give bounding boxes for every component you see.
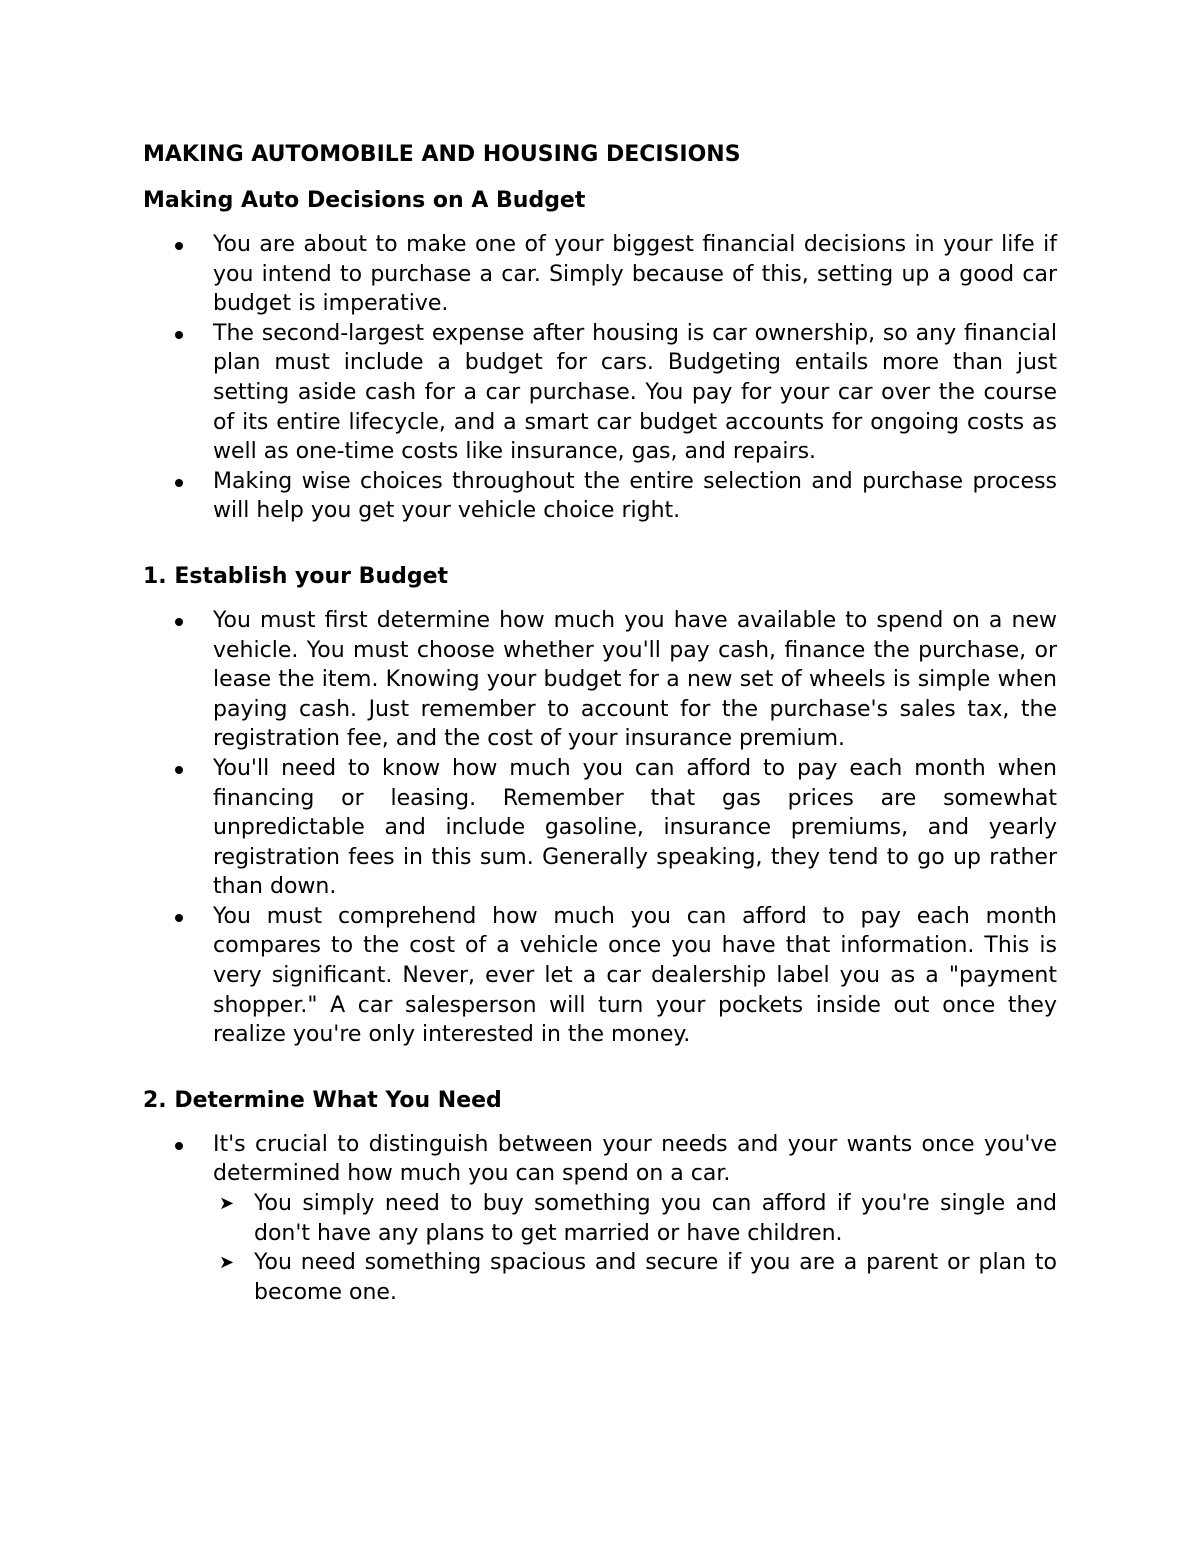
list-item <box>143 902 1057 1050</box>
list-item-text: Making wise choices throughout the entire selection and purchase process will help you get your vehicle choice right. <box>213 468 1057 524</box>
bullet-icon <box>175 331 183 339</box>
bullet-icon <box>175 914 183 922</box>
list-item <box>143 1130 1057 1308</box>
list-item <box>143 230 1057 319</box>
bullet-icon <box>175 766 183 774</box>
list-item-text: You must comprehend how much you can afford to pay each month compares to the cost of a vehicle once you have that information. This is very significant. Never, ever let a car dealership label you as a "payment shopper." A car salesperson will turn your pockets inside out once they realize you're only interested in the money. <box>213 903 1057 1048</box>
intro-bullet-list <box>143 230 1057 526</box>
section-heading-needs: 2. Determine What You Need <box>143 1087 502 1113</box>
list-item <box>143 319 1057 467</box>
bullet-icon <box>175 479 183 487</box>
document-page <box>143 140 1057 1307</box>
bullet-icon <box>175 1142 183 1150</box>
document-subtitle: Making Auto Decisions on A Budget <box>143 188 586 213</box>
bullet-icon <box>175 618 183 626</box>
budget-bullet-list <box>143 606 1057 1050</box>
list-item <box>143 606 1057 754</box>
needs-sub-bullet-list <box>213 1189 1057 1307</box>
section-heading-budget: 1. Establish your Budget <box>143 563 449 589</box>
list-item-text: You'll need to know how much you can afford to pay each month when financing or leasing. Remember that gas prices are somewhat unpredictable and include gasoline, insurance premiums, and yearly registration fees in this sum. Generally speaking, they tend to go up rather than down. <box>213 755 1057 900</box>
bullet-icon <box>175 242 183 250</box>
list-item-text: You must first determine how much you have available to spend on a new vehicle. You must choose whether you'll pay cash, finance the purchase, or lease the item. Knowing your budget for a new set of wheels is simple when paying cash. Just remember to account for the purchase's sales tax, the registration fee, and the cost of your insurance premium. <box>213 607 1057 752</box>
sub-list-item-text: You need something spacious and secure if you are a parent or plan to become one. <box>254 1250 1057 1305</box>
sub-list-item <box>213 1248 1057 1307</box>
list-item-text: It's crucial to distinguish between your needs and your wants once you've determined how much you can spend on a car. <box>213 1131 1057 1187</box>
list-item <box>143 467 1057 526</box>
list-item-text: You are about to make one of your biggest financial decisions in your life if you intend to purchase a car. Simply because of this, setting up a good car budget is imperative. <box>213 232 1057 317</box>
list-item-text: The second-largest expense after housing is car ownership, so any financial plan must include a budget for cars. Budgeting entails more than just setting aside cash for a car purchase. You pay for your car over the course of its entire lifecycle, and a smart car budget accounts for ongoing costs as well as one-time costs like insurance, gas, and repairs. <box>213 320 1057 465</box>
list-item <box>143 754 1057 902</box>
arrow-bullet-icon: ➤ <box>219 1193 235 1215</box>
document-title: MAKING AUTOMOBILE AND HOUSING DECISIONS <box>143 142 741 167</box>
sub-list-item <box>213 1189 1057 1248</box>
arrow-bullet-icon: ➤ <box>219 1252 235 1274</box>
sub-list-item-text: You simply need to buy something you can afford if you're single and don't have any plans to get married or have children. <box>254 1191 1057 1246</box>
needs-bullet-list <box>143 1130 1057 1308</box>
